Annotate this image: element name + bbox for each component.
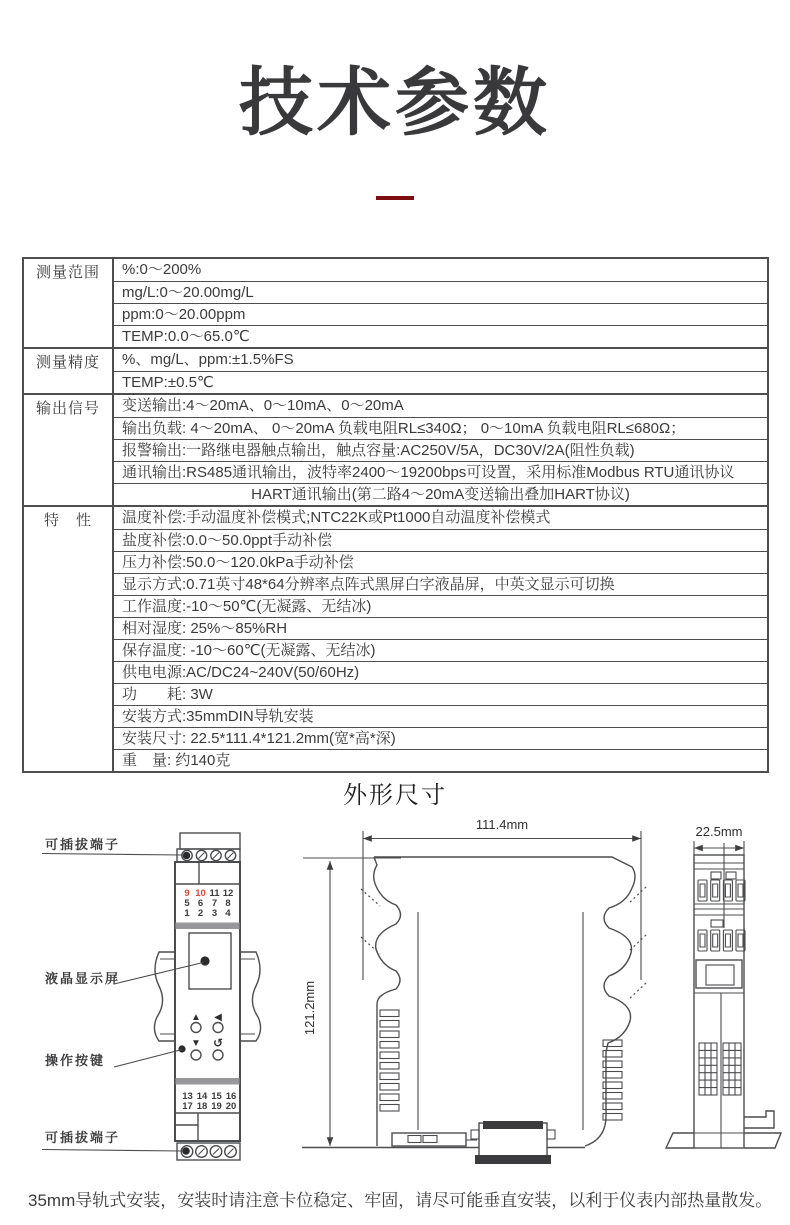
table-row: 安装方式:35mmDIN导轨安装 (114, 705, 767, 727)
terminal-number: 20 (225, 1101, 237, 1112)
din-clip (392, 1133, 477, 1146)
title-underline (376, 196, 414, 200)
table-row: HART通讯输出(第二路4～20mA变送输出叠加HART协议) (114, 483, 767, 505)
depth-dimension-label: 22.5mm (695, 824, 743, 839)
table-row: 保存温度: -10～60℃(无凝露、无结冰) (114, 639, 767, 661)
table-group-accuracy (24, 347, 767, 393)
bottom-terminal-block (177, 1143, 240, 1160)
table-row: 安装尺寸: 22.5*111.4*121.2mm(宽*高*深) (114, 727, 767, 749)
table-row: TEMP:±0.5℃ (114, 371, 767, 393)
table-row: ppm:0～20.00ppm (114, 303, 767, 325)
front-view-drawing (42, 833, 261, 1160)
table-row: 盐度补偿:0.0～50.0ppt手动补偿 (114, 529, 767, 551)
rail-section-right (744, 1133, 781, 1148)
group-label: 特 性 (24, 507, 114, 771)
left-arrow-key-icon: ◀ (214, 1012, 222, 1023)
terminal-number: 11 (209, 888, 220, 899)
top-terminal-block (177, 833, 240, 862)
terminal-number: 3 (211, 908, 218, 919)
bottom-connector (471, 1121, 555, 1164)
terminal-number: 4 (225, 908, 231, 919)
terminal-number: 8 (225, 898, 231, 909)
terminal-number: 19 (211, 1101, 222, 1112)
rail-hook (744, 1111, 774, 1128)
terminal-number: 17 (182, 1101, 193, 1112)
rail-section-left (666, 1133, 694, 1148)
table-row: 相对湿度: 25%～85%RH (114, 617, 767, 639)
group-label: 输出信号 (24, 395, 114, 505)
rail-slot-band (176, 923, 240, 930)
table-group-measure-range (24, 259, 767, 347)
table-row: 工作温度:-10～50℃(无凝露、无结冰) (114, 595, 767, 617)
group-label: 测量精度 (24, 349, 114, 393)
table-row: 显示方式:0.71英寸48*64分辨率点阵式黑屏白字液晶屏，中英文显示可切换 (114, 573, 767, 595)
table-row: 供电电源:AC/DC24~240V(50/60Hz) (114, 661, 767, 683)
terminal-number: 18 (196, 1101, 208, 1112)
table-row: %:0～200% (122, 261, 202, 278)
terminal-numbers-bottom (182, 1091, 236, 1112)
terminal-number: 13 (182, 1091, 193, 1102)
table-row: TEMP:0.0～65.0℃ (114, 325, 767, 347)
lcd-screen (189, 933, 231, 989)
vent-slots-left (380, 1010, 399, 1111)
callout-keys: 操作按键 (45, 1053, 106, 1068)
rail-latch (696, 960, 742, 988)
table-row: 重 量: 约140克 (114, 749, 767, 771)
key-button (213, 1023, 223, 1033)
terminal-number: 9 (184, 888, 190, 899)
terminal-number: 12 (222, 888, 234, 899)
terminal-number: 14 (196, 1091, 208, 1102)
table-group-output-signal (24, 393, 767, 505)
terminal-number: 1 (184, 908, 190, 919)
terminal-number: 15 (211, 1091, 222, 1102)
spec-table (22, 257, 769, 773)
mounting-note: 35mm导轨式安装，安装时请注意卡位稳定、牢固，请尽可能垂直安装，以利于仪表内部热量散发。 (28, 1191, 773, 1210)
page-title: 技术参数 (239, 61, 551, 144)
operation-keys (178, 1012, 223, 1060)
terminal-number: 5 (184, 898, 190, 909)
callout-lcd: 液晶显示屏 (45, 971, 121, 986)
terminal-number: 2 (197, 908, 204, 919)
table-group-features (24, 505, 767, 771)
callout-top-terminal: 可插拔端子 (45, 837, 121, 852)
side-view-drawing (302, 817, 646, 1164)
key-button (191, 1050, 201, 1060)
terminal-numbers-top (184, 888, 233, 919)
end-view-drawing (666, 824, 781, 1148)
section-title: 外形尺寸 (343, 782, 447, 809)
table-row: %、mg/L、ppm:±1.5%FS (122, 351, 294, 368)
vent-grid-left (699, 1043, 717, 1095)
terminal-number: 16 (225, 1091, 237, 1102)
rail-slot-band (176, 1078, 240, 1085)
din-rail (154, 952, 260, 1041)
table-row: 温度补偿:手动温度补偿模式;NTC22K或Pt1000自动温度补偿模式 (122, 509, 551, 526)
down-arrow-key-icon: ▼ (191, 1038, 201, 1049)
terminal-row-2 (698, 930, 745, 951)
enter-key-icon: ↺ (212, 1036, 224, 1050)
key-button (213, 1050, 223, 1060)
table-row: 报警输出:一路继电器触点输出，触点容量:AC250V/5A，DC30V/2A(阻性负载) (114, 439, 767, 461)
vent-grid-right (723, 1043, 741, 1095)
terminal-number: 7 (211, 898, 218, 909)
width-dimension-label: 111.4mm (475, 817, 529, 832)
table-row: mg/L:0～20.00mg/L (114, 281, 767, 303)
table-row: 功 耗: 3W (114, 683, 767, 705)
terminal-row-1 (698, 880, 745, 901)
table-row: 压力补偿:50.0～120.0kPa手动补偿 (114, 551, 767, 573)
table-row: 变送输出:4～20mA、0～10mA、0～20mA (122, 397, 404, 414)
height-dimension-label: 121.2mm (302, 980, 317, 1036)
group-label: 测量范围 (24, 259, 114, 347)
terminal-number: 10 (195, 888, 206, 899)
callout-bottom-terminal: 可插拔端子 (45, 1130, 121, 1145)
table-row: 通讯输出:RS485通讯输出，波特率2400～19200bps可设置，采用标准Modbus RTU通讯协议 (114, 461, 767, 483)
key-button (191, 1023, 201, 1033)
terminal-number: 6 (197, 898, 204, 909)
table-row: 输出负载: 4～20mA、 0～20mA 负载电阻RL≤340Ω； 0～10mA 负载电阻RL≤680Ω； (114, 417, 767, 439)
outline-dimension-drawings (0, 812, 790, 1184)
up-arrow-key-icon: ▲ (191, 1012, 201, 1023)
